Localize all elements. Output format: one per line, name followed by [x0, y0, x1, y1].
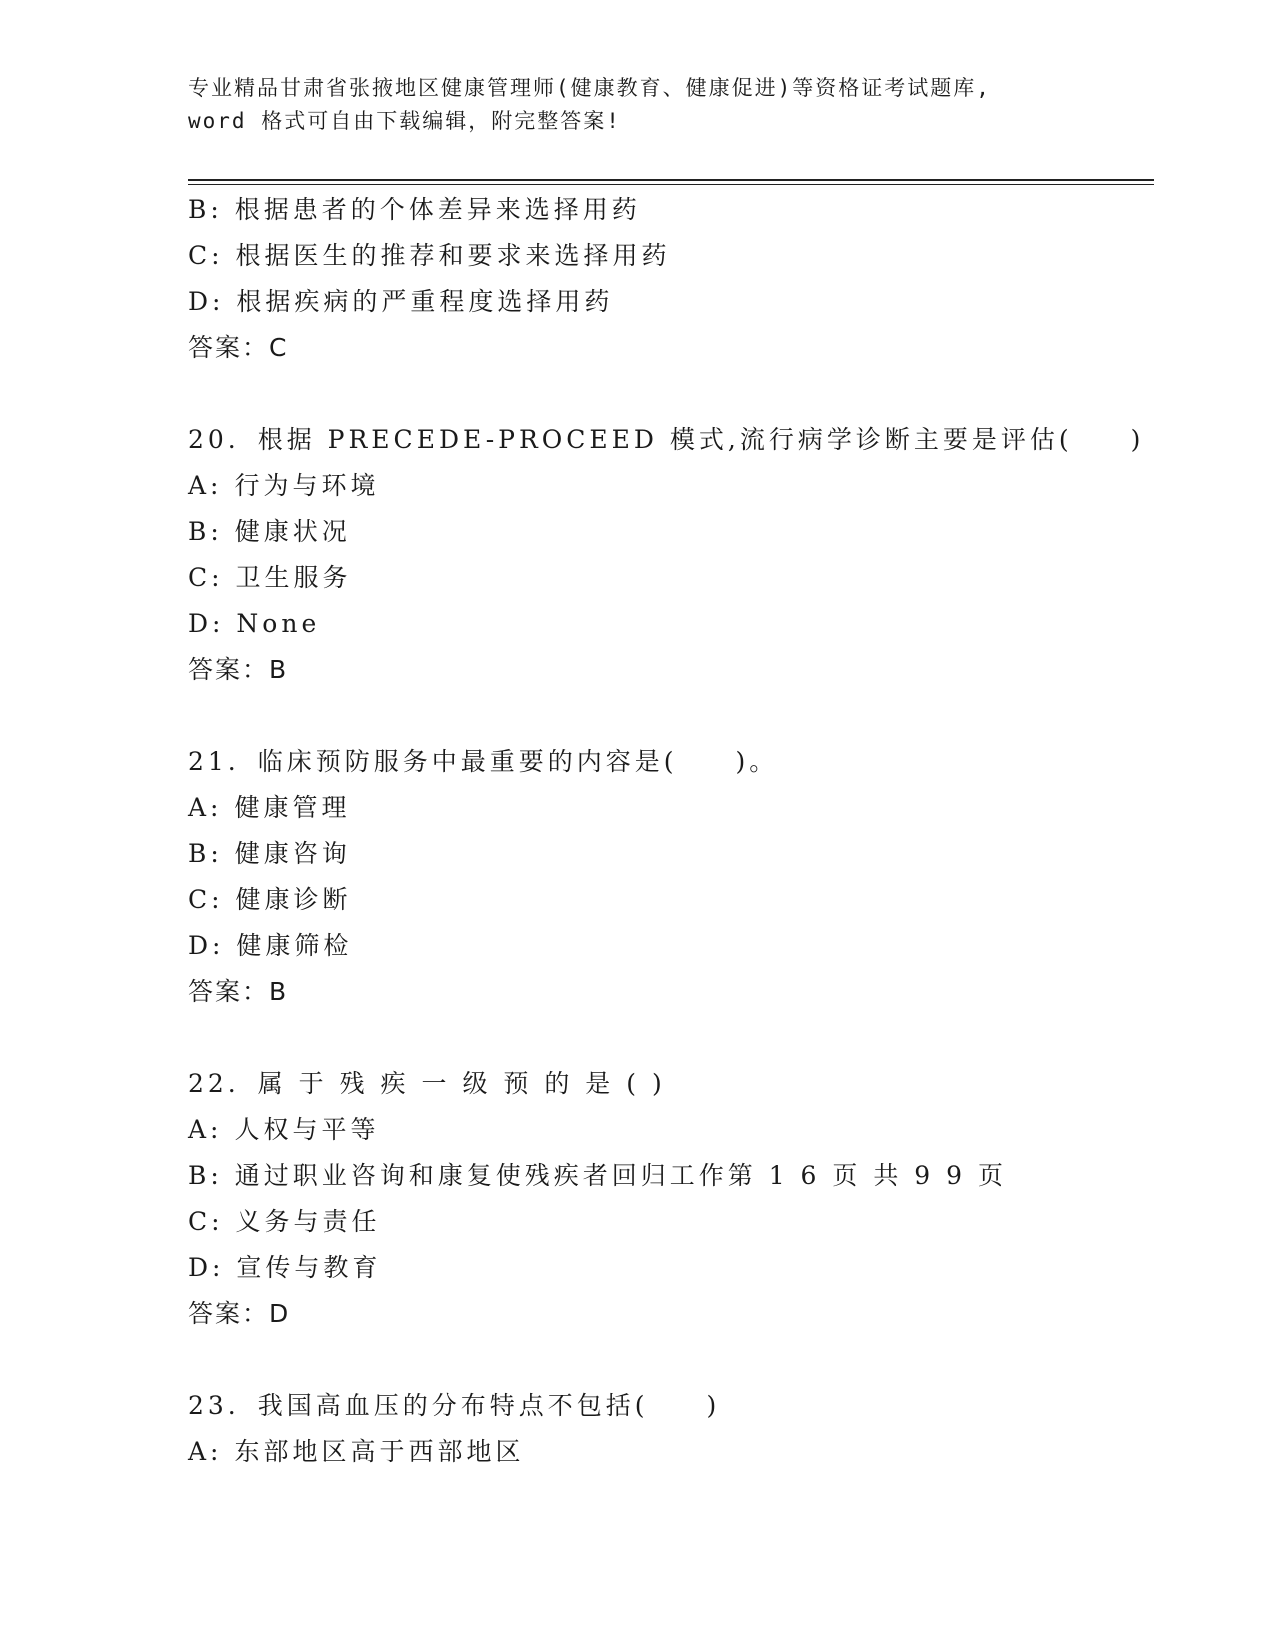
option-letter: D: [188, 931, 225, 960]
question-20 [188, 417, 1154, 693]
option-text: 通过职业咨询和康复使残疾者回归工作第 1 6 页 共 9 9 页 [234, 1161, 1008, 1190]
option-b [188, 831, 1154, 877]
question-22 [188, 1061, 1154, 1337]
option-letter: D: [188, 287, 225, 316]
answer-line: 答案：C [188, 333, 289, 362]
option-text: 宣传与教育 [236, 1253, 382, 1282]
question-number: 21. [188, 747, 240, 776]
option-text: None [236, 609, 321, 638]
spacer [188, 693, 1154, 739]
question-list [188, 187, 1154, 1475]
question-23 [188, 1383, 1154, 1475]
header-line-1: 专业精品甘肃省张掖地区健康管理师(健康教育、健康促进)等资格证考试题库, [188, 76, 991, 100]
option-a [188, 785, 1154, 831]
option-letter: D: [188, 609, 225, 638]
option-letter: C: [188, 241, 224, 270]
option-letter: A: [188, 793, 223, 822]
option-text: 根据患者的个体差异来选择用药 [234, 195, 641, 224]
option-text: 根据疾病的严重程度选择用药 [236, 287, 614, 316]
option-c [188, 1199, 1154, 1245]
option-b [188, 1153, 1154, 1199]
question-text: 属 于 残 疾 一 级 预 的 是 ( ) [257, 1069, 666, 1098]
question-text: 根据 PRECEDE-PROCEED 模式,流行病学诊断主要是评估( ) [257, 425, 1145, 454]
option-letter: A: [188, 1115, 223, 1144]
question-text: 我国高血压的分布特点不包括( ) [257, 1391, 721, 1420]
option-b [188, 509, 1154, 555]
option-text: 健康咨询 [234, 839, 351, 868]
question-number: 22. [188, 1069, 240, 1098]
question-19-tail [188, 187, 1154, 371]
option-a [188, 1429, 1154, 1475]
option-letter: C: [188, 1207, 224, 1236]
option-letter: C: [188, 563, 224, 592]
option-letter: A: [188, 1437, 223, 1466]
option-letter: C: [188, 885, 224, 914]
question-number: 20. [188, 425, 240, 454]
option-letter: B: [188, 517, 223, 546]
option-d [188, 279, 1154, 325]
option-a [188, 463, 1154, 509]
question-stem [188, 1061, 1154, 1107]
question-text: 临床预防服务中最重要的内容是( )。 [257, 747, 779, 776]
question-stem [188, 417, 1154, 463]
header-divider-thick [188, 179, 1154, 181]
option-c [188, 877, 1154, 923]
question-21 [188, 739, 1154, 1015]
option-text: 东部地区高于西部地区 [234, 1437, 525, 1466]
option-text: 健康筛检 [236, 931, 353, 960]
option-text: 人权与平等 [234, 1115, 380, 1144]
option-d [188, 1245, 1154, 1291]
option-letter: B: [188, 195, 223, 224]
option-c [188, 555, 1154, 601]
document-header [188, 72, 1088, 138]
option-d [188, 923, 1154, 969]
option-text: 卫生服务 [235, 563, 352, 592]
option-text: 义务与责任 [235, 1207, 381, 1236]
header-divider-thin [188, 184, 1154, 185]
option-text: 行为与环境 [234, 471, 380, 500]
option-c [188, 233, 1154, 279]
spacer [188, 371, 1154, 417]
option-letter: B: [188, 1161, 223, 1190]
header-line-2: word 格式可自由下载编辑，附完整答案! [188, 109, 621, 133]
spacer [188, 1337, 1154, 1383]
option-letter: D: [188, 1253, 225, 1282]
option-letter: A: [188, 471, 223, 500]
answer-line: 答案：B [188, 655, 289, 684]
spacer [188, 1015, 1154, 1061]
question-stem [188, 1383, 1154, 1429]
option-letter: B: [188, 839, 223, 868]
option-a [188, 1107, 1154, 1153]
option-text: 根据医生的推荐和要求来选择用药 [235, 241, 671, 270]
option-d [188, 601, 1154, 647]
option-text: 健康诊断 [235, 885, 352, 914]
question-number: 23. [188, 1391, 240, 1420]
answer-line: 答案：D [188, 1299, 291, 1328]
question-stem [188, 739, 1154, 785]
option-text: 健康管理 [234, 793, 351, 822]
option-text: 健康状况 [234, 517, 351, 546]
option-b [188, 187, 1154, 233]
answer-line: 答案：B [188, 977, 289, 1006]
